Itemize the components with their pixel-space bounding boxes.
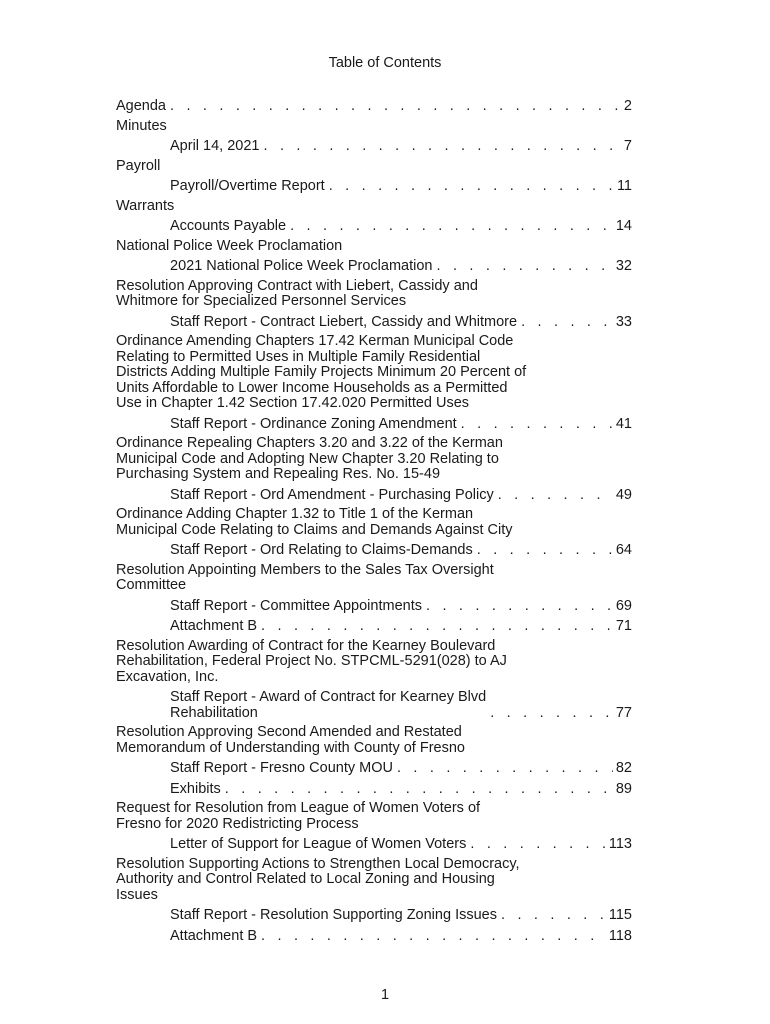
toc-entry-title: Staff Report - Ordinance Zoning Amendment: [170, 415, 457, 432]
toc-page-number: 69: [615, 597, 632, 614]
dot-leader: [498, 488, 613, 504]
toc-section-title: Ordinance Repealing Chapters 3.20 and 3.22 of the Kerman Municipal Code and Adopting New Chapter 3.20 Relating to Purchasing System and Repealing Res. No. 15-49: [116, 435, 503, 482]
dot-leader: [329, 179, 614, 195]
toc-page-number: 14: [615, 218, 632, 234]
dot-leader: [397, 761, 613, 777]
toc-entry-title: 2021 National Police Week Proclamation: [170, 258, 433, 274]
toc-page-number: 49: [615, 486, 632, 503]
table-of-contents: [116, 99, 632, 944]
toc-section-title: Minutes: [116, 117, 167, 134]
toc-entry[interactable]: [116, 259, 632, 275]
dot-leader: [477, 543, 613, 559]
toc-entry[interactable]: [116, 219, 632, 235]
toc-section-heading: [116, 334, 632, 412]
dot-leader: [225, 782, 613, 798]
toc-section-heading: [116, 159, 632, 175]
toc-entry[interactable]: [116, 619, 632, 635]
dot-leader: [501, 908, 606, 924]
toc-section-heading: [116, 199, 632, 215]
toc-section-title: Payroll: [116, 157, 161, 174]
toc-entry[interactable]: [116, 690, 632, 721]
dot-leader: [490, 706, 613, 722]
toc-entry-title: Letter of Support for League of Women Voters: [170, 836, 467, 852]
toc-entry[interactable]: [116, 837, 632, 853]
toc-page-number: 82: [615, 760, 632, 776]
toc-entry[interactable]: [116, 599, 632, 615]
toc-section-title: National Police Week Proclamation: [116, 237, 343, 254]
toc-section-title: Request for Resolution from League of Women Voters of Fresno for 2020 Redistricting Process: [116, 800, 481, 832]
toc-page-number: 7: [623, 138, 632, 154]
page-number: 1: [380, 987, 390, 1003]
toc-section-title: Ordinance Adding Chapter 1.32 to Title 1 of the Kerman Municipal Code Relating to Claims and Demands Against City: [116, 506, 513, 538]
toc-section-title: Resolution Awarding of Contract for the Kearney Boulevard Rehabilitation, Federal Project No. STPCML-5291(028) to AJ Excavation, Inc.: [116, 637, 507, 685]
dot-leader: [263, 139, 620, 155]
toc-entry[interactable]: [116, 488, 632, 504]
toc-entry[interactable]: [116, 908, 632, 924]
toc-section-heading: [116, 801, 632, 832]
toc-section-heading: [116, 857, 632, 904]
toc-page-number: 89: [615, 780, 632, 797]
toc-entry[interactable]: [116, 139, 632, 155]
toc-entry-title: Staff Report - Fresno County MOU: [170, 760, 393, 776]
toc-page-number: 77: [615, 704, 632, 721]
toc-section-heading: [116, 239, 632, 255]
toc-page-number: 32: [615, 258, 632, 274]
toc-entry-title: Staff Report - Resolution Supporting Zoning Issues: [170, 907, 497, 923]
toc-section-heading: [116, 563, 632, 594]
toc-page-number: 33: [615, 313, 632, 330]
dot-leader: [437, 259, 613, 275]
toc-page-number: 71: [615, 618, 632, 634]
dot-leader: [521, 315, 613, 331]
dot-leader: [261, 929, 606, 945]
toc-section-title: Resolution Approving Second Amended and Restated Memorandum of Understanding with County of Fresno: [116, 724, 465, 756]
toc-entry-title: Staff Report - Award of Contract for Kearney Blvd Rehabilitation: [170, 689, 487, 721]
toc-entry-title: Staff Report - Committee Appointments: [170, 597, 422, 614]
toc-section-title: Resolution Approving Contract with Liebert, Cassidy and Whitmore for Specialized Personnel Services: [116, 277, 478, 309]
toc-entry-title: Agenda: [116, 98, 166, 114]
dot-leader: [461, 417, 613, 433]
toc-entry-title: Staff Report - Ord Amendment - Purchasing Policy: [170, 486, 494, 503]
toc-page-number: 113: [608, 836, 632, 852]
toc-entry[interactable]: [116, 761, 632, 777]
toc-entry[interactable]: [116, 543, 632, 559]
toc-page-number: 118: [608, 927, 632, 944]
toc-entry[interactable]: [116, 179, 632, 195]
dot-leader: [470, 837, 606, 853]
toc-entry-title: Exhibits: [170, 780, 221, 797]
toc-section-heading: [116, 279, 632, 310]
dot-leader: [426, 599, 613, 615]
toc-entry-title: Staff Report - Ord Relating to Claims-Demands: [170, 542, 473, 558]
toc-entry[interactable]: [116, 99, 632, 115]
toc-section-title: Ordinance Amending Chapters 17.42 Kerman Municipal Code Relating to Permitted Uses in Multiple Family Residential Districts Adding Multiple Family Projects Minimum 20 Percent of Units Affordable to Lower Income Households as a Permitted Use in Chapter 1.42 Section 17.42.020 Permitted Uses: [116, 333, 527, 411]
toc-section-heading: [116, 725, 632, 756]
toc-page-number: 11: [616, 178, 632, 194]
toc-section-heading: [116, 436, 632, 483]
dot-leader: [290, 219, 613, 235]
page-title: Table of Contents: [328, 55, 442, 71]
dot-leader: [170, 99, 621, 115]
toc-page-number: 2: [623, 98, 632, 114]
toc-entry[interactable]: [116, 929, 632, 945]
dot-leader: [261, 619, 613, 635]
toc-section-title: Warrants: [116, 197, 175, 214]
toc-entry-title: Attachment B: [170, 927, 258, 944]
toc-entry[interactable]: [116, 417, 632, 433]
toc-page-number: 115: [608, 907, 632, 923]
toc-section-heading: [116, 507, 632, 538]
toc-entry-title: Payroll/Overtime Report: [170, 178, 325, 194]
toc-section-heading: [116, 119, 632, 135]
toc-section-title: Resolution Supporting Actions to Strengthen Local Democracy, Authority and Control Related to Local Zoning and Housing Issues: [116, 855, 520, 903]
toc-section-heading: [116, 639, 632, 686]
toc-entry[interactable]: [116, 315, 632, 331]
toc-entry[interactable]: [116, 782, 632, 798]
toc-entry-title: Accounts Payable: [170, 218, 287, 234]
toc-page-number: 41: [615, 415, 632, 432]
toc-entry-title: Attachment B: [170, 618, 258, 634]
toc-section-title: Resolution Appointing Members to the Sales Tax Oversight Committee: [116, 561, 494, 593]
toc-entry-title: April 14, 2021: [170, 138, 260, 154]
toc-page-number: 64: [615, 542, 632, 558]
toc-entry-title: Staff Report - Contract Liebert, Cassidy and Whitmore: [170, 313, 518, 330]
